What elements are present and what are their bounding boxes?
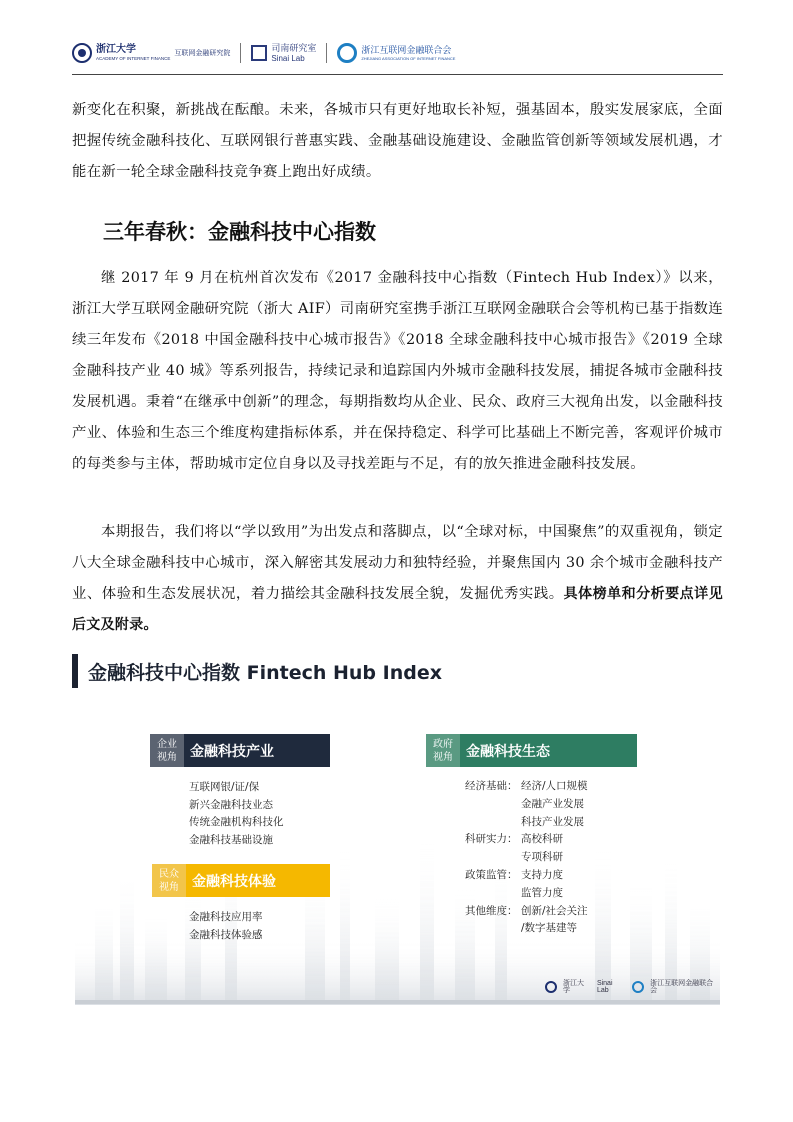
ecosystem-value: 支持力度 xyxy=(521,868,563,881)
page-header xyxy=(72,38,455,68)
industry-item: 金融科技基础设施 xyxy=(189,833,273,846)
ecosystem-value: 创新/社会关注 xyxy=(521,904,588,917)
paragraph-2 xyxy=(72,517,723,641)
industry-item: 新兴金融科技业态 xyxy=(189,798,273,811)
fintech-hub-index-figure xyxy=(75,700,720,1010)
ecosystem-value: /数字基建等 xyxy=(521,922,578,935)
ecosystem-value: 专项科研 xyxy=(521,851,563,864)
logo1-en: ACADEMY OF INTERNET FINANCE xyxy=(96,55,171,61)
ecosystem-row xyxy=(465,903,588,921)
experience-item: 金融科技应用率 xyxy=(189,911,263,923)
figure-footer-logos xyxy=(545,980,720,994)
footer-logo1: 浙江大学 xyxy=(562,980,584,994)
logo1-cn: 浙江大学 xyxy=(96,43,136,55)
ecosystem-tag-line2: 视角 xyxy=(433,751,453,763)
industry-perspective-tag xyxy=(150,734,184,767)
logo1-sub: 互联网金融研究院 xyxy=(174,50,231,57)
ecosystem-key xyxy=(465,849,521,867)
zjaif-ring-icon xyxy=(337,43,357,63)
section-heading: 三年春秋：金融科技中心指数 xyxy=(103,220,376,244)
ecosystem-value: 监管力度 xyxy=(521,886,563,899)
footer-logo2: Sinai Lab xyxy=(596,980,613,994)
experience-tag-line1: 民众 xyxy=(159,868,179,880)
zjaif-logo xyxy=(337,43,455,63)
sinai-lab-logo xyxy=(251,44,316,63)
ecosystem-row xyxy=(465,778,588,796)
header-divider xyxy=(326,43,327,63)
industry-tag-line1: 企业 xyxy=(157,738,177,750)
figure-title-bar xyxy=(72,654,78,688)
ecosystem-key xyxy=(465,920,521,938)
paragraph-1: 继 2017 年 9 月在杭州首次发布《2017 金融科技中心指数（Fintech Hub Index）》以来，浙江大学互联网金融研究院（浙大 AIF）司南研究室携手浙江互联网金融联合会等机构已基于指数连续三年发布《2018 中国金融科技中心城市报告》《2018 全球金融科技中心城市报告》《2019 全球金融科技产业 40 城》等系列报告，持续记录和追踪国内外城市金融科技发展，捕捉各城市金融科技发展机遇。秉着“在继承中创新”的理念，每期指数均从企业、民众、政府三大视角出发，以金融科技产业、体验和生态三个维度构建指标体系，并在保持稳定、科学可比基础上不断完善，客观评价城市的每类参与主体，帮助城市定位自身以及寻找差距与不足，有的放矢推进金融科技发展。 xyxy=(72,270,723,472)
industry-items xyxy=(189,779,284,849)
industry-tag-line2: 视角 xyxy=(157,751,177,763)
ecosystem-value: 金融产业发展 xyxy=(521,797,584,810)
experience-bar: 金融科技体验 xyxy=(186,864,330,897)
ecosystem-row xyxy=(465,867,588,885)
ecosystem-row xyxy=(465,920,588,938)
zju-aif-logo xyxy=(72,43,230,63)
footer-logo3: 浙江互联网金融联合会 xyxy=(650,980,714,994)
ecosystem-row xyxy=(465,814,588,832)
experience-items xyxy=(189,909,263,944)
intro-paragraph: 新变化在积聚，新挑战在酝酿。未来，各城市只有更好地取长补短，强基固本，殷实发展家底，全面把握传统金融科技化、互联网银行普惠实践、金融基础设施建设、金融监管创新等领域发展机遇，才能在新一轮全球金融科技竞争赛上跑出好成绩。 xyxy=(72,102,723,180)
ecosystem-key: 科研实力： xyxy=(465,833,518,846)
ecosystem-tag-line1: 政府 xyxy=(433,738,453,750)
industry-bar: 金融科技产业 xyxy=(184,734,330,767)
ecosystem-row xyxy=(465,831,588,849)
ecosystem-key: 政策监管： xyxy=(465,868,518,881)
ecosystem-key: 其他维度： xyxy=(465,904,518,917)
header-rule xyxy=(72,74,723,75)
zju-seal-icon xyxy=(545,981,557,993)
ecosystem-key xyxy=(465,796,521,814)
ecosystem-key xyxy=(465,814,521,832)
experience-tag-line2: 视角 xyxy=(159,881,179,893)
ecosystem-value: 经济/人口规模 xyxy=(521,780,588,792)
paragraph-2-text: 本期报告，我们将以“学以致用”为出发点和落脚点，以“全球对标，中国聚焦”的双重视角，锁定八大全球金融科技中心城市，深入解密其发展动力和独特经验，并聚焦国内 30 余个城市金融科技产业、体验和生态发展状况，着力描绘其金融科技发展全貌，发掘优秀实践。 xyxy=(72,524,723,602)
figure-title-text: 金融科技中心指数 Fintech Hub Index xyxy=(88,661,442,684)
industry-item: 互联网银/证/保 xyxy=(189,781,260,793)
ecosystem-value: 科技产业发展 xyxy=(521,815,584,828)
ecosystem-bar: 金融科技生态 xyxy=(460,734,637,767)
header-divider xyxy=(240,43,241,63)
sinai-mark-icon xyxy=(251,45,267,61)
ecosystem-key: 经济基础： xyxy=(465,780,518,792)
logo2-en: Sinai Lab xyxy=(271,53,305,63)
paragraph-2-bold: 具体榜单和分析要点详见后文及附录。 xyxy=(72,586,723,633)
logo3-cn: 浙江互联网金融联合会 xyxy=(361,44,452,55)
ecosystem-row xyxy=(465,885,588,903)
industry-item: 传统金融机构科技化 xyxy=(189,816,284,828)
logo3-en: ZHEJIANG ASSOCIATION OF INTERNET FINANCE xyxy=(361,55,456,61)
figure-title xyxy=(72,654,442,688)
experience-perspective-tag xyxy=(152,864,186,897)
ecosystem-key xyxy=(465,885,521,903)
experience-item: 金融科技体验感 xyxy=(189,928,263,941)
zju-seal-icon xyxy=(72,43,92,63)
logo2-cn: 司南研究室 xyxy=(271,42,317,53)
ecosystem-items xyxy=(465,778,588,938)
ecosystem-row xyxy=(465,849,588,867)
ecosystem-value: 高校科研 xyxy=(521,833,563,846)
zjaif-ring-icon xyxy=(632,981,644,993)
ecosystem-perspective-tag xyxy=(426,734,460,767)
ecosystem-row xyxy=(465,796,588,814)
